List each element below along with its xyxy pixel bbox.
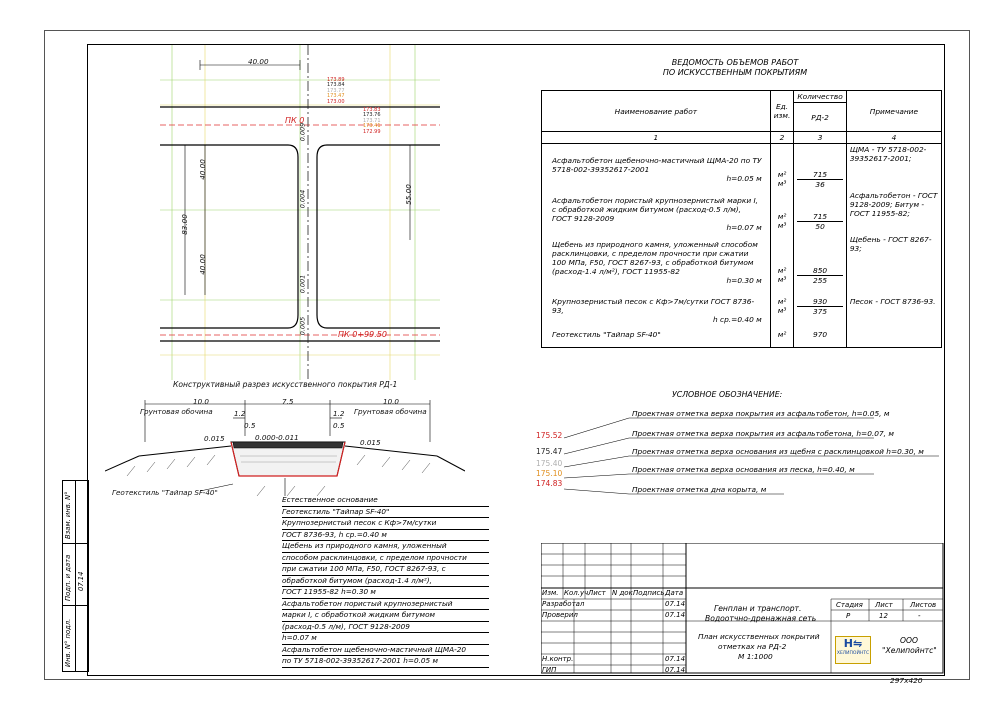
tb-col-list: Лист bbox=[588, 589, 606, 597]
tb-format: 297х420 bbox=[890, 676, 923, 685]
plan-pk-end: ПК 0+99.50 bbox=[338, 330, 387, 339]
tb-stage-label: Стадия bbox=[836, 601, 863, 609]
tb-company-1: ООО bbox=[900, 636, 918, 645]
plan-slope-3: 0.001 bbox=[298, 274, 307, 294]
tb-col-ndoc: N док bbox=[612, 589, 633, 597]
legend-value: 175.52 bbox=[536, 431, 563, 440]
legend-text: Проектная отметка дна корыта, м bbox=[632, 485, 767, 494]
spec-line: ГОСТ 8736-93, h ср.=0.40 м bbox=[282, 530, 489, 542]
tb-col-date: Дата bbox=[665, 589, 684, 597]
spec-line: Асфальтобетон пористый крупнозернистый bbox=[282, 599, 489, 611]
section-dim-small-l: 1.2 bbox=[234, 409, 246, 418]
side-stamp bbox=[62, 480, 89, 672]
legend-text: Проектная отметка верха покрытия из асфальтобетона, h=0.07, м bbox=[632, 429, 894, 438]
plan-dim-left-upper: 40.00 bbox=[197, 159, 207, 180]
section-title: Конструктивный разрез искусственного покрытия РД-1 bbox=[173, 380, 398, 389]
tb-project-1: Генплан и транспорт. bbox=[714, 604, 802, 613]
section-dim-right: 10.0 bbox=[383, 397, 400, 406]
spec-line: ГОСТ 11955-82 h=0.30 м bbox=[282, 587, 489, 599]
section-geotextile-label: Геотекстиль "Тайпар SF-40" bbox=[112, 488, 218, 497]
legend-value: 175.40 bbox=[536, 459, 563, 468]
section-slope-mid: 0.000-0.011 bbox=[255, 433, 299, 442]
tb-sheets: - bbox=[918, 612, 921, 620]
logo-mark-icon: H⇋ bbox=[843, 637, 863, 650]
plan-marks-top2: 173.83 173.76 173.71 173.41 172.99 bbox=[363, 107, 381, 135]
tb-date: 07.14 bbox=[665, 600, 686, 608]
tb-role: Разработал bbox=[542, 600, 585, 608]
tb-date: 07.14 bbox=[665, 655, 686, 663]
company-logo: H⇋ ХЕЛИПОЙНТС bbox=[835, 636, 871, 664]
spec-line: (расход-0.5 л/м), ГОСТ 9128-2009 bbox=[282, 622, 489, 634]
volume-table bbox=[541, 90, 942, 348]
section-dim-mid: 7.5 bbox=[282, 397, 294, 406]
section-label-right: Грунтовая обочина bbox=[354, 407, 427, 416]
spec-line: по ТУ 5718-002-39352617-2001 h=0.05 м bbox=[282, 656, 489, 668]
spec-line: Естественное основание bbox=[282, 495, 489, 507]
section-dim-small-r: 1.2 bbox=[333, 409, 345, 418]
section-dim-05-r: 0.5 bbox=[333, 421, 345, 430]
plan-dim-right: 55.00 bbox=[403, 184, 413, 205]
header-quantity: Количество bbox=[794, 91, 846, 103]
col-num: 3 bbox=[794, 132, 846, 144]
legend-value: 174.83 bbox=[536, 479, 563, 488]
section-slope-left: 0.015 bbox=[204, 434, 225, 443]
legend-value: 175.10 bbox=[536, 469, 563, 478]
table-row: Геотекстиль "Тайпар SF-40" м² 970 bbox=[542, 326, 942, 348]
section-slope-right: 0.015 bbox=[360, 438, 381, 447]
plan-dim-left-lower: 40.00 bbox=[197, 254, 207, 275]
legend-value: 175.47 bbox=[536, 447, 563, 456]
table-row: Асфальтобетон пористый крупнозернистый марки I, с обработкой жидким битумом (расход-0.5 л/м), ГОСТ 9128-2009 h=0.07 м м² м³ 715 50 Асфальтобетон - ГОСТ 9128-2009; Битум - ГОСТ 11955-82; bbox=[542, 190, 942, 234]
tb-sheet-label: Лист bbox=[875, 601, 893, 609]
spec-line: способом расклинцовки, с пределом прочности bbox=[282, 553, 489, 565]
side-date-value: 07.14 bbox=[77, 571, 85, 591]
side-inv-repl: Взам. инв. N° bbox=[64, 491, 72, 539]
section-dim-05-l: 0.5 bbox=[244, 421, 256, 430]
side-inv-orig: Инв. N° подл. bbox=[64, 618, 72, 667]
plan-slope-2: 0.004 bbox=[298, 189, 307, 209]
spec-line: Щебень из природного камня, уложенный bbox=[282, 541, 489, 553]
tb-project-2: Водоотчно-дренажная сеть bbox=[705, 614, 817, 623]
plan-pk0: ПК 0 bbox=[285, 116, 305, 125]
legend-title: УСЛОВНОЕ ОБОЗНАЧЕНИЕ: bbox=[672, 390, 783, 399]
tb-company-2: "Хелипойнтс" bbox=[882, 646, 937, 655]
tb-stage: Р bbox=[846, 612, 851, 620]
table-row: Крупнозернистый песок с Кф>7м/сутки ГОСТ 8736-93, h ср.=0.40 м м² м³ 930 375 Песок - ГОСТ 8736-93. bbox=[542, 287, 942, 326]
header-unit: Ед. изм. bbox=[770, 91, 794, 132]
plan-marks-top: 173.89 173.84 173.77 173.47 173.00 bbox=[327, 77, 345, 105]
spec-line: при сжатии 100 МПа, F50, ГОСТ 8267-93, с bbox=[282, 564, 489, 576]
header-name: Наименование работ bbox=[542, 91, 771, 132]
tb-role: ГИП bbox=[542, 666, 557, 674]
spec-line: марки I, с обработкой жидким битумом bbox=[282, 610, 489, 622]
tb-scale: М 1:1000 bbox=[738, 652, 773, 661]
spec-line: обработкой битумом (расход-1.4 л/м²), bbox=[282, 576, 489, 588]
header-rd2: РД-2 bbox=[794, 103, 846, 132]
spec-line: h=0.07 м bbox=[282, 633, 489, 645]
tb-col-koluch: Кол.уч bbox=[564, 589, 589, 597]
plan-slope-1: 0.009 bbox=[298, 122, 307, 142]
plan-slope-4: 0.005 bbox=[298, 316, 307, 336]
layer-spec bbox=[282, 495, 489, 668]
section-label-left: Грунтовая обочина bbox=[140, 407, 213, 416]
legend-text: Проектная отметка верха покрытия из асфальтобетон, h=0.05, м bbox=[632, 409, 890, 418]
col-num: 4 bbox=[846, 132, 941, 144]
spec-line: Крупнозернистый песок с Кф>7м/сутки bbox=[282, 518, 489, 530]
tb-col-izm: Изм. bbox=[542, 589, 559, 597]
tb-sheet-title-2: отметках на РД-2 bbox=[718, 642, 787, 651]
col-num: 1 bbox=[542, 132, 771, 144]
spec-line: Геотекстиль "Тайпар SF-40" bbox=[282, 507, 489, 519]
volume-table-title: ВЕДОМОСТЬ ОБЪЕМОВ РАБОТ ПО ИСКУССТВЕННЫМ ПОКРЫТИЯМ bbox=[662, 58, 808, 77]
table-row: Асфальтобетон щебеночно-мастичный ЩМА-20 по ТУ 5718-002-39352617-2001 h=0.05 м м² м³ 715 36 ЩМА - ТУ 5718-002-39352617-2001; bbox=[542, 144, 942, 191]
header-note: Примечание bbox=[846, 91, 941, 132]
tb-role: Н.контр. bbox=[542, 655, 574, 663]
col-num: 2 bbox=[770, 132, 794, 144]
tb-col-sign: Подпись bbox=[633, 589, 665, 597]
legend-text: Проектная отметка верха основания из песка, h=0.40, м bbox=[632, 465, 855, 474]
tb-date: 07.14 bbox=[665, 666, 686, 674]
tb-sheet-no: 12 bbox=[879, 612, 888, 620]
legend-text: Проектная отметка верха основания из щебня с расклинцовкой h=0.30, м bbox=[632, 447, 924, 456]
side-sign-date: Подп. и дата bbox=[64, 554, 72, 601]
section-dim-left: 10.0 bbox=[193, 397, 210, 406]
tb-sheet-title-1: План искусственных покрытий bbox=[698, 632, 820, 641]
tb-role: Проверил bbox=[542, 611, 578, 619]
tb-date: 07.14 bbox=[665, 611, 686, 619]
spec-line: Асфальтобетон щебеночно-мастичный ЩМА-20 bbox=[282, 645, 489, 657]
tb-sheets-label: Листов bbox=[910, 601, 937, 609]
table-row: Щебень из природного камня, уложенный способом расклинцовки, с пределом прочности при сжатии 100 МПа, F50, ГОСТ 8267-93, с обработкой битумом (расход-1.4 л/м²), ГОСТ 11955-82 h=0.30 м м² м³ 850 255 Щебень - ГОСТ 8267-93; bbox=[542, 234, 942, 287]
plan-dim-top: 40.00 bbox=[248, 57, 269, 66]
plan-dim-left-total: 83.00 bbox=[179, 214, 189, 235]
